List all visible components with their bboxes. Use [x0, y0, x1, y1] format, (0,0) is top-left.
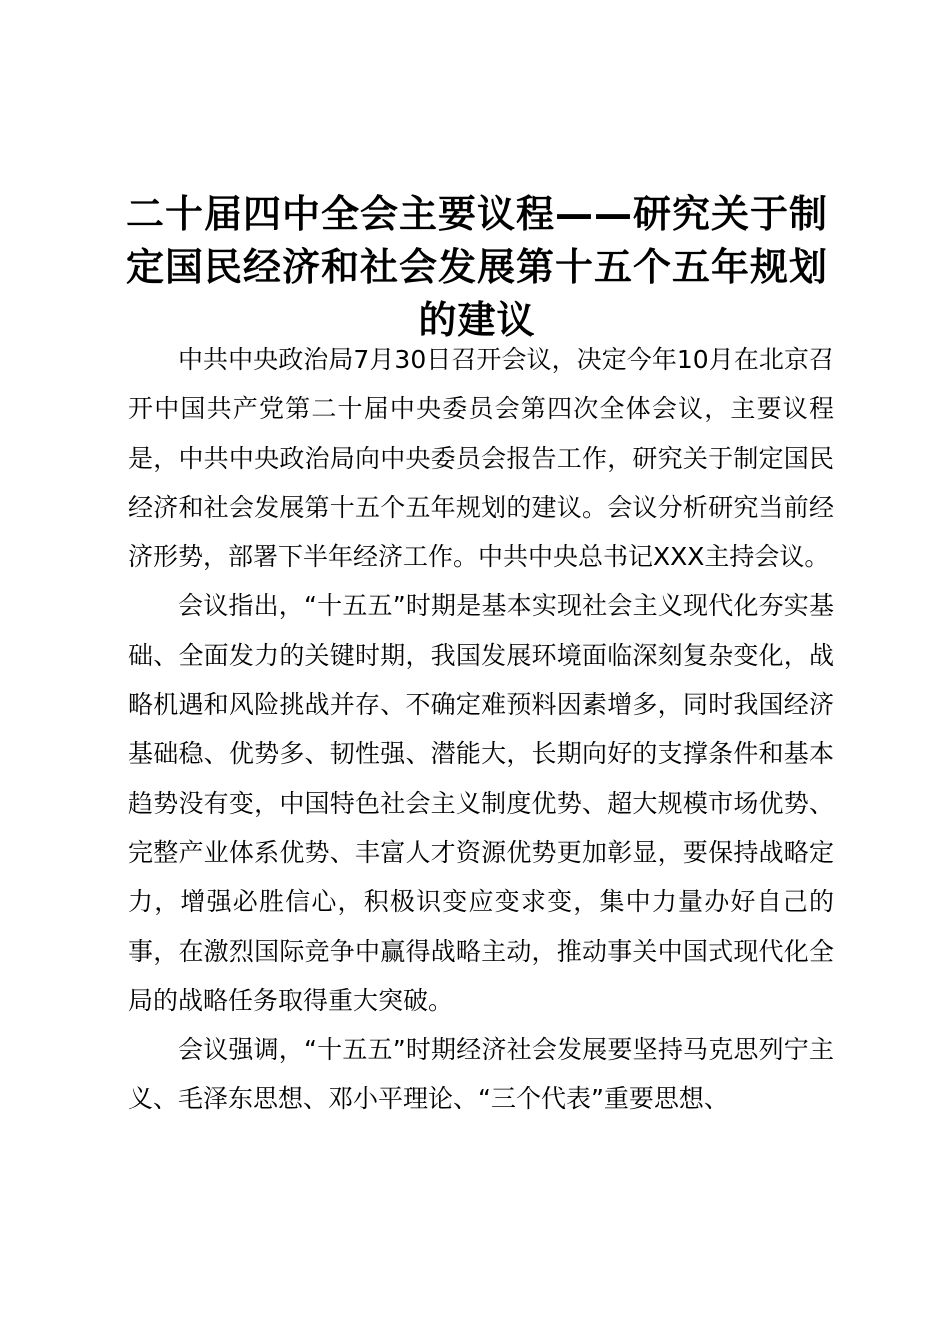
paragraph-3: 会议强调，“十五五”时期经济社会发展要坚持马克思列宁主义、毛泽东思想、邓小平理论、“三个代表”重要思想、: [128, 1035, 834, 1114]
paragraph-2: 会议指出，“十五五”时期是基本实现社会主义现代化夯实基础、全面发力的关键时期，我国发展环境面临深刻复杂变化，战略机遇和风险挑战并存、不确定难预料因素增多，同时我国经济基础稳、优势多、韧性强、潜能大，长期向好的支撑条件和基本趋势没有变，中国特色社会主义制度优势、超大规模市场优势、完整产业体系优势、丰富人才资源优势更加彰显，要保持战略定力，增强必胜信心，积极识变应变求变，集中力量办好自己的事，在激烈国际竞争中赢得战略主动，推动事关中国式现代化全局的战略任务取得重大突破。: [128, 591, 834, 1015]
document-title: 二十届四中全会主要议程——研究关于制定国民经济和社会发展第十五个五年规划的建议: [125, 192, 828, 342]
paragraph-1: 中共中央政治局7月30日召开会议，决定今年10月在北京召开中国共产党第二十届中央委员会第四次全体会议，主要议程是，中共中央政治局向中央委员会报告工作，研究关于制定国民经济和社会发展第十五个五年规划的建议。会议分析研究当前经济形势，部署下半年经济工作。中共中央总书记XXX主持会议。: [128, 345, 834, 572]
document-body: [128, 335, 834, 1124]
